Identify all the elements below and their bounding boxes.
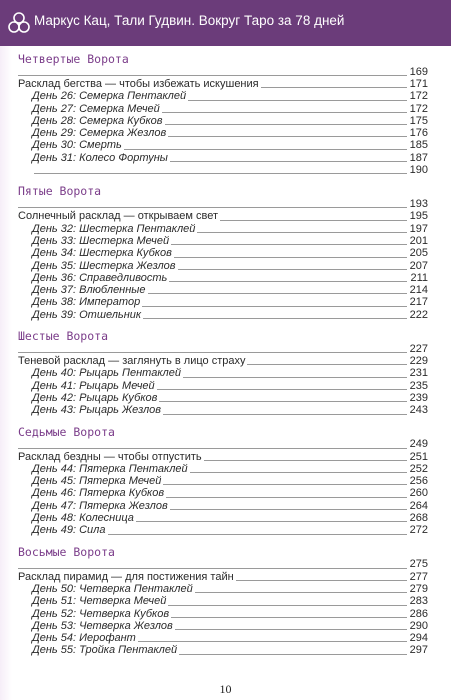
entry-label: День 49: Сила <box>18 524 108 536</box>
section-title[interactable]: Шестые Ворота <box>18 329 109 344</box>
entry-label: День 42: Рыцарь Кубков <box>18 392 159 404</box>
entry-page: 297 <box>407 644 428 656</box>
dot-leader <box>18 75 407 76</box>
dot-leader <box>165 124 407 125</box>
toc-entry[interactable] <box>18 309 428 321</box>
toc-entry[interactable] <box>18 524 428 536</box>
entry-label: День 35: Шестерка Жезлов <box>18 260 178 272</box>
entry-page: 239 <box>407 392 428 404</box>
section-page: 169 <box>407 66 428 78</box>
toc-entry[interactable] <box>18 284 428 296</box>
entry-page: 277 <box>407 571 428 583</box>
toc-entry[interactable] <box>18 620 428 632</box>
toc-entry[interactable] <box>18 90 428 102</box>
toc-section <box>18 52 428 176</box>
dot-leader <box>108 534 407 535</box>
entry-page: 190 <box>407 164 428 176</box>
dot-leader <box>175 629 407 630</box>
toc-entry[interactable] <box>18 404 428 416</box>
book-title: Маркус Кац, Тали Гудвин. Вокруг Таро за 78 дней <box>34 13 345 28</box>
toc-entry[interactable] <box>18 127 428 139</box>
entry-label: День 39: Отшельник <box>18 309 143 321</box>
dot-leader <box>162 112 407 113</box>
entry-page: 214 <box>407 284 428 296</box>
entry-label: День 40: Рыцарь Пентаклей <box>18 367 183 379</box>
entry-page: 256 <box>407 475 428 487</box>
entry-page: 175 <box>407 115 428 127</box>
entry-label: Теневой расклад — заглянуть в лицо страху <box>18 355 246 368</box>
entry-page: 222 <box>407 309 428 321</box>
section-title[interactable]: Восьмые Ворота <box>18 544 115 559</box>
toc-entry[interactable] <box>18 164 428 176</box>
entry-page: 268 <box>407 512 428 524</box>
dot-leader <box>138 641 407 642</box>
entry-label: День 34: Шестерка Кубков <box>18 247 174 259</box>
section-title[interactable]: Седьмые Ворота <box>18 424 115 439</box>
entry-page: 252 <box>407 463 428 475</box>
section-page: 227 <box>407 343 428 355</box>
dot-leader <box>169 281 407 282</box>
entry-page: 294 <box>407 632 428 644</box>
toc-entry[interactable] <box>18 608 428 620</box>
entry-label: День 43: Рыцарь Жезлов <box>18 404 163 416</box>
toc-entry[interactable] <box>18 500 428 512</box>
dot-leader <box>171 617 407 618</box>
toc-entry[interactable] <box>18 103 428 115</box>
dot-leader <box>142 306 406 307</box>
entry-label: День 27: Семерка Мечей <box>18 103 162 115</box>
toc-spread-entry[interactable] <box>18 451 428 463</box>
section-title[interactable]: Четвертые Ворота <box>18 52 129 66</box>
entry-page: 251 <box>407 451 428 463</box>
entry-label: День 26: Семерка Пентаклей <box>18 90 188 102</box>
entry-label: День 46: Пятерка Кубков <box>18 487 166 499</box>
entry-label: День 52: Четверка Кубков <box>18 608 171 620</box>
toc-section <box>18 329 428 416</box>
entry-page: 171 <box>407 78 428 90</box>
toc-section <box>18 184 428 321</box>
entry-label: День 36: Справедливость <box>18 272 169 284</box>
toc-entry[interactable] <box>18 487 428 499</box>
toc-spread-entry[interactable] <box>18 355 428 367</box>
page-edge-decoration <box>0 46 12 700</box>
dot-leader <box>159 401 406 402</box>
toc-entry[interactable] <box>18 475 428 487</box>
entry-label: Расклад бегства — чтобы избежать искушения <box>18 78 259 90</box>
entry-label: День 55: Тройка Пентаклей <box>18 644 179 656</box>
entry-page: 229 <box>407 355 428 367</box>
dot-leader <box>179 654 407 655</box>
entry-page: 211 <box>407 272 428 284</box>
dot-leader <box>148 293 407 294</box>
entry-label: День 54: Иерофант <box>18 632 138 644</box>
entry-page: 264 <box>407 500 428 512</box>
dot-leader <box>170 509 407 510</box>
dot-leader <box>197 232 406 233</box>
dot-leader <box>34 173 407 174</box>
entry-label: День 53: Четверка Жезлов <box>18 620 175 632</box>
entry-label: Расклад пирамид — для постижения тайн <box>18 570 234 583</box>
entry-page: 279 <box>407 583 428 595</box>
entry-page: 286 <box>407 608 428 620</box>
toc-entry[interactable] <box>18 152 428 164</box>
entry-page: 290 <box>407 620 428 632</box>
entry-label: День 51: Четверка Мечей <box>18 595 168 607</box>
section-page-row <box>18 559 428 571</box>
dot-leader <box>163 484 406 485</box>
dot-leader <box>204 460 407 461</box>
toc-section <box>18 545 428 657</box>
entry-label: День 45: Пятерка Мечей <box>18 475 163 487</box>
entry-label: Солнечный расклад — открываем свет <box>18 210 219 223</box>
section-page: 275 <box>407 558 428 570</box>
entry-page: 172 <box>407 103 428 115</box>
dot-leader <box>168 136 406 137</box>
dot-leader <box>18 568 407 569</box>
toc-spread-entry[interactable] <box>18 78 428 90</box>
entry-page: 187 <box>407 152 428 164</box>
toc-entry[interactable] <box>18 223 428 235</box>
toc-entry[interactable] <box>18 595 428 607</box>
entry-label: День 30: Смерть <box>18 139 124 151</box>
toc-entry[interactable] <box>18 392 428 404</box>
dot-leader <box>188 100 407 101</box>
entry-label: День 28: Семерка Кубков <box>18 115 165 127</box>
entry-label: День 29: Семерка Жезлов <box>18 127 168 139</box>
dot-leader <box>236 580 407 581</box>
entry-page: 283 <box>407 595 428 607</box>
toc-entry[interactable] <box>18 247 428 259</box>
entry-label: День 37: Влюбленные <box>18 284 148 296</box>
section-page-row <box>18 343 428 355</box>
dot-leader <box>18 207 407 208</box>
entry-label: День 48: Колесница <box>18 512 136 524</box>
dot-leader <box>143 318 407 319</box>
entry-page: 201 <box>407 235 428 247</box>
toc-entry[interactable] <box>18 235 428 247</box>
entry-label: День 50: Четверка Пентаклей <box>18 583 195 595</box>
dot-leader <box>183 377 407 378</box>
dot-leader <box>174 257 407 258</box>
entry-label: День 38: Император <box>18 296 142 308</box>
toc-entry[interactable] <box>18 380 428 392</box>
entry-page: 205 <box>407 247 428 259</box>
dot-leader <box>157 389 407 390</box>
entry-page: 197 <box>407 223 428 235</box>
toc-spread-entry[interactable] <box>18 210 428 222</box>
toc-entry[interactable] <box>18 512 428 524</box>
section-page: 249 <box>407 438 428 450</box>
toc-entry[interactable] <box>18 632 428 644</box>
entry-label: День 47: Пятерка Жезлов <box>18 500 170 512</box>
entry-page: 260 <box>407 487 428 499</box>
entry-label: День 44: Пятерка Пентаклей <box>18 463 190 475</box>
toc-entry[interactable] <box>18 296 428 308</box>
entry-page: 231 <box>407 367 428 379</box>
toc-entry[interactable] <box>18 272 428 284</box>
celtic-knot-icon <box>8 11 30 35</box>
dot-leader <box>18 352 407 353</box>
dot-leader <box>178 269 407 270</box>
entry-label: День 32: Шестерка Пентаклей <box>18 223 197 235</box>
section-title[interactable]: Пятые Ворота <box>18 184 102 199</box>
toc-entry[interactable] <box>18 115 428 127</box>
entry-label: День 41: Рыцарь Мечей <box>18 380 157 392</box>
entry-page: 272 <box>407 524 428 536</box>
entry-page: 172 <box>407 90 428 102</box>
dot-leader <box>163 414 407 415</box>
toc-entry[interactable] <box>18 583 428 595</box>
dot-leader <box>170 161 407 162</box>
toc-entry[interactable] <box>18 463 428 475</box>
table-of-contents <box>18 52 428 665</box>
entry-page: 217 <box>407 296 428 308</box>
section-page: 193 <box>407 198 428 210</box>
dot-leader <box>195 592 407 593</box>
dot-leader <box>247 364 406 365</box>
dot-leader <box>261 87 407 88</box>
page-number: 10 <box>219 682 232 696</box>
toc-entry[interactable] <box>18 644 428 656</box>
dot-leader <box>124 149 407 150</box>
section-page-row <box>18 198 428 210</box>
toc-spread-entry[interactable] <box>18 571 428 583</box>
entry-page: 185 <box>407 139 428 151</box>
dot-leader <box>190 472 407 473</box>
entry-page: 207 <box>407 260 428 272</box>
section-page-row <box>18 439 428 451</box>
toc-entry[interactable] <box>18 367 428 379</box>
dot-leader <box>136 521 407 522</box>
toc-entry[interactable] <box>18 139 428 151</box>
entry-page: 235 <box>407 380 428 392</box>
dot-leader <box>220 220 407 221</box>
entry-page: 195 <box>407 210 428 222</box>
toc-section <box>18 425 428 537</box>
entry-page: 176 <box>407 127 428 139</box>
entry-label: День 33: Шестерка Мечей <box>18 235 171 247</box>
section-page-row <box>18 66 428 78</box>
dot-leader <box>171 244 407 245</box>
entry-page: 243 <box>407 404 428 416</box>
page-header <box>0 0 451 46</box>
entry-label: День 31: Колесо Фортуны <box>18 152 170 164</box>
toc-entry[interactable] <box>18 260 428 272</box>
entry-label: Расклад бездны — чтобы отпустить <box>18 450 202 463</box>
dot-leader <box>166 497 407 498</box>
dot-leader <box>18 448 407 449</box>
dot-leader <box>168 605 406 606</box>
